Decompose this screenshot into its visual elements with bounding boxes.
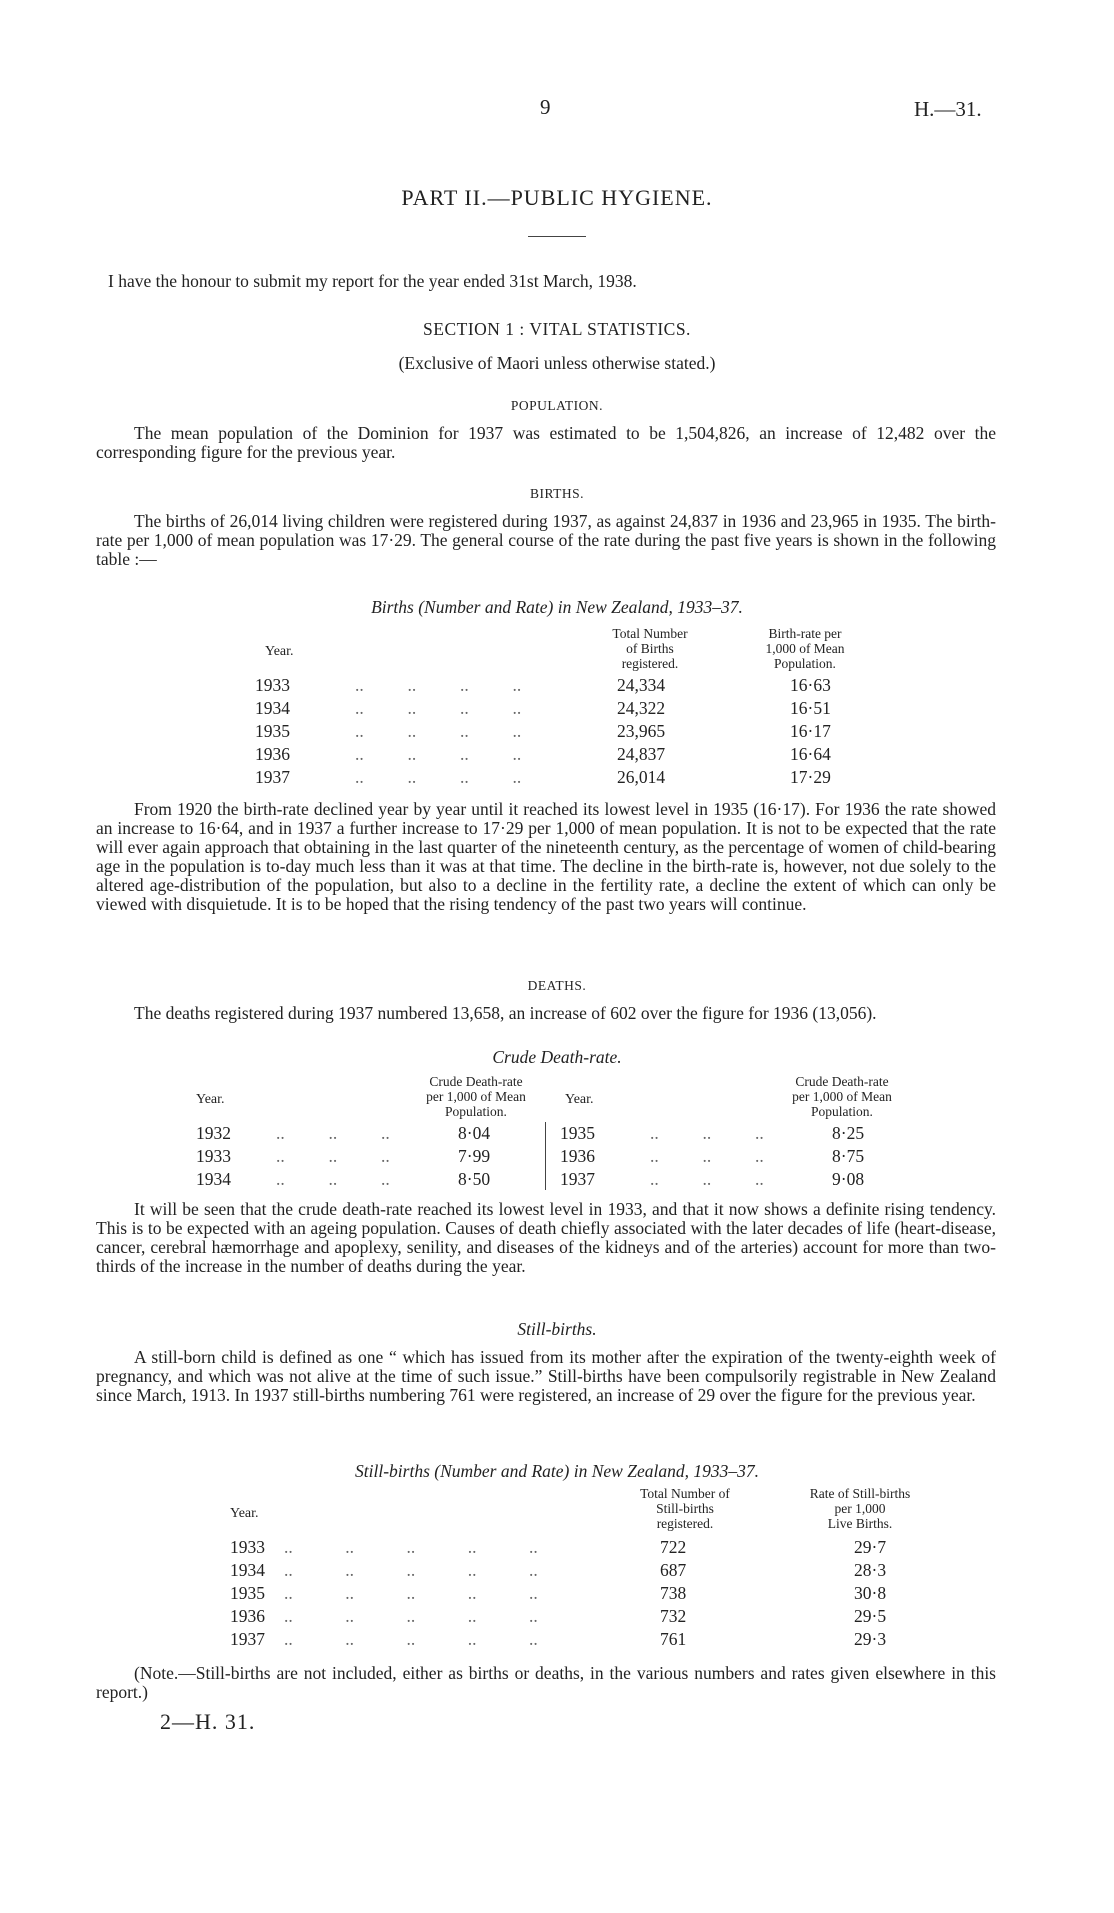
table-row: 1934 .. .. .. .. .. 687 28·3: [230, 1560, 887, 1580]
table-row: 1937 .. .. .. .. 26,014 17·29: [255, 767, 831, 787]
death-rate-table-caption: Crude Death-rate.: [492, 1047, 622, 1067]
births-paragraph: The births of 26,014 living children were registered during 1937, as against 24,837 in 1936 and 23,965 in 1935. The birth-rate per 1,000 of mean population was 17·29. The general course of the rate during the past five years is shown in the following table :—: [96, 511, 996, 569]
stillbirths-table-caption: Still-births (Number and Rate) in New Zealand, 1933–37.: [355, 1461, 759, 1481]
title-divider: [528, 236, 586, 237]
births-col-year-header: Year.: [265, 644, 294, 659]
births-discussion: From 1920 the birth-rate declined year by year until it reached its lowest level in 1935 (16·17). For 1936 the rate showed an increase to 16·64, and in 1937 a further increase to 17·29 per 1,000 of mean population. It is not to be expected that the rate will ever again approach that obtaining in the last quarter of the nineteenth century, as the percentage of women of child-bearing age in the population is to-day much less than it was at that time. The decline in the birth-rate is, however, not due solely to the altered age-distribution of the population, but also to a decline in the fertility rate, a decline the extent of which can only be viewed with disquietude. It is to be hoped that the rising tendency of the past two years will continue.: [96, 799, 996, 914]
stillbirths-col-year-header: Year.: [230, 1506, 259, 1521]
table-row: 1935 .. .. .. .. .. 738 30·8: [230, 1583, 887, 1603]
stillbirths-note: (Note.—Still-births are not included, either as births or deaths, in the various numbers and rates given elsewhere in this report.): [96, 1663, 996, 1702]
page-number: 9: [540, 95, 551, 119]
table-row: 1935 .. .. .. 8·25: [560, 1123, 865, 1143]
death-col-year-header-left: Year.: [196, 1092, 225, 1107]
table-row: 1933 .. .. .. .. .. 722 29·7: [230, 1537, 887, 1557]
table-row: 1936 .. .. .. .. .. 732 29·5: [230, 1606, 887, 1626]
table-row: 1937 .. .. .. 9·08: [560, 1169, 865, 1189]
death-col-rate-header-left: Crude Death-rate per 1,000 of Mean Population.: [426, 1074, 526, 1119]
death-col-year-header-right: Year.: [565, 1092, 594, 1107]
births-col-rate-header: Birth-rate per 1,000 of Mean Population.: [765, 626, 845, 671]
table-row: 1932 .. .. .. 8·04: [196, 1123, 491, 1143]
stillbirths-paragraph: A still-born child is defined as one “ which has issued from its mother after the expiration of the twenty-eighth week of pregnancy, and which was not alive at the time of such issue.” Still-births have been compulsorily registrable in New Zealand since March, 1913. In 1937 still-births numbering 761 were registered, an increase of 29 over the figure for the previous year.: [96, 1347, 996, 1405]
table-row: 1935 .. .. .. .. 23,965 16·17: [255, 721, 831, 741]
table-row: 1937 .. .. .. .. .. 761 29·3: [230, 1629, 887, 1649]
section-title: SECTION 1 : VITAL STATISTICS.: [423, 319, 691, 339]
deaths-heading: DEATHS.: [527, 978, 587, 993]
population-heading: POPULATION.: [510, 398, 604, 413]
death-col-rate-header-right: Crude Death-rate per 1,000 of Mean Population.: [792, 1074, 892, 1119]
footer-signature: 2—H. 31.: [160, 1709, 256, 1734]
births-table-caption: Births (Number and Rate) in New Zealand, 1933–37.: [371, 597, 743, 617]
stillbirths-heading: Still-births.: [517, 1319, 597, 1339]
population-paragraph: The mean population of the Dominion for 1937 was estimated to be 1,504,826, an increase of 12,482 over the corresponding figure for the previous year.: [96, 423, 996, 462]
table-row: 1933 .. .. .. .. 24,334 16·63: [255, 675, 831, 695]
table-row: 1936 .. .. .. .. 24,837 16·64: [255, 744, 831, 764]
document-reference: H.—31.: [914, 97, 982, 121]
births-heading: BIRTHS.: [529, 486, 585, 501]
stillbirths-col-rate-header: Rate of Still-births per 1,000 Live Births.: [809, 1486, 911, 1531]
part-title: PART II.—PUBLIC HYGIENE.: [401, 185, 713, 210]
stillbirths-col-total-header: Total Number of Still-births registered.: [640, 1486, 730, 1531]
table-row: 1934 .. .. .. 8·50: [196, 1169, 491, 1189]
deaths-paragraph: The deaths registered during 1937 numbered 13,658, an increase of 602 over the figure for 1936 (13,056).: [134, 1003, 877, 1023]
table-row: 1933 .. .. .. 7·99: [196, 1146, 491, 1166]
deaths-discussion: It will be seen that the crude death-rate reached its lowest level in 1933, and that it now shows a definite rising tendency. This is to be expected with an ageing population. Causes of death chiefly associated with the later decades of life (heart-disease, cancer, cerebral hæmorrhage and apoplexy, senility, and diseases of the kidneys and of the arteries) account for more than two-thirds of the increase in the number of deaths during the year.: [96, 1199, 996, 1276]
intro-paragraph: I have the honour to submit my report for the year ended 31st March, 1938.: [108, 271, 637, 291]
table-row: 1934 .. .. .. .. 24,322 16·51: [255, 698, 831, 718]
births-col-total-header: Total Number of Births registered.: [612, 626, 688, 671]
section-subtitle: (Exclusive of Maori unless otherwise stated.): [398, 353, 716, 373]
table-column-divider: [545, 1122, 546, 1190]
table-row: 1936 .. .. .. 8·75: [560, 1146, 865, 1166]
